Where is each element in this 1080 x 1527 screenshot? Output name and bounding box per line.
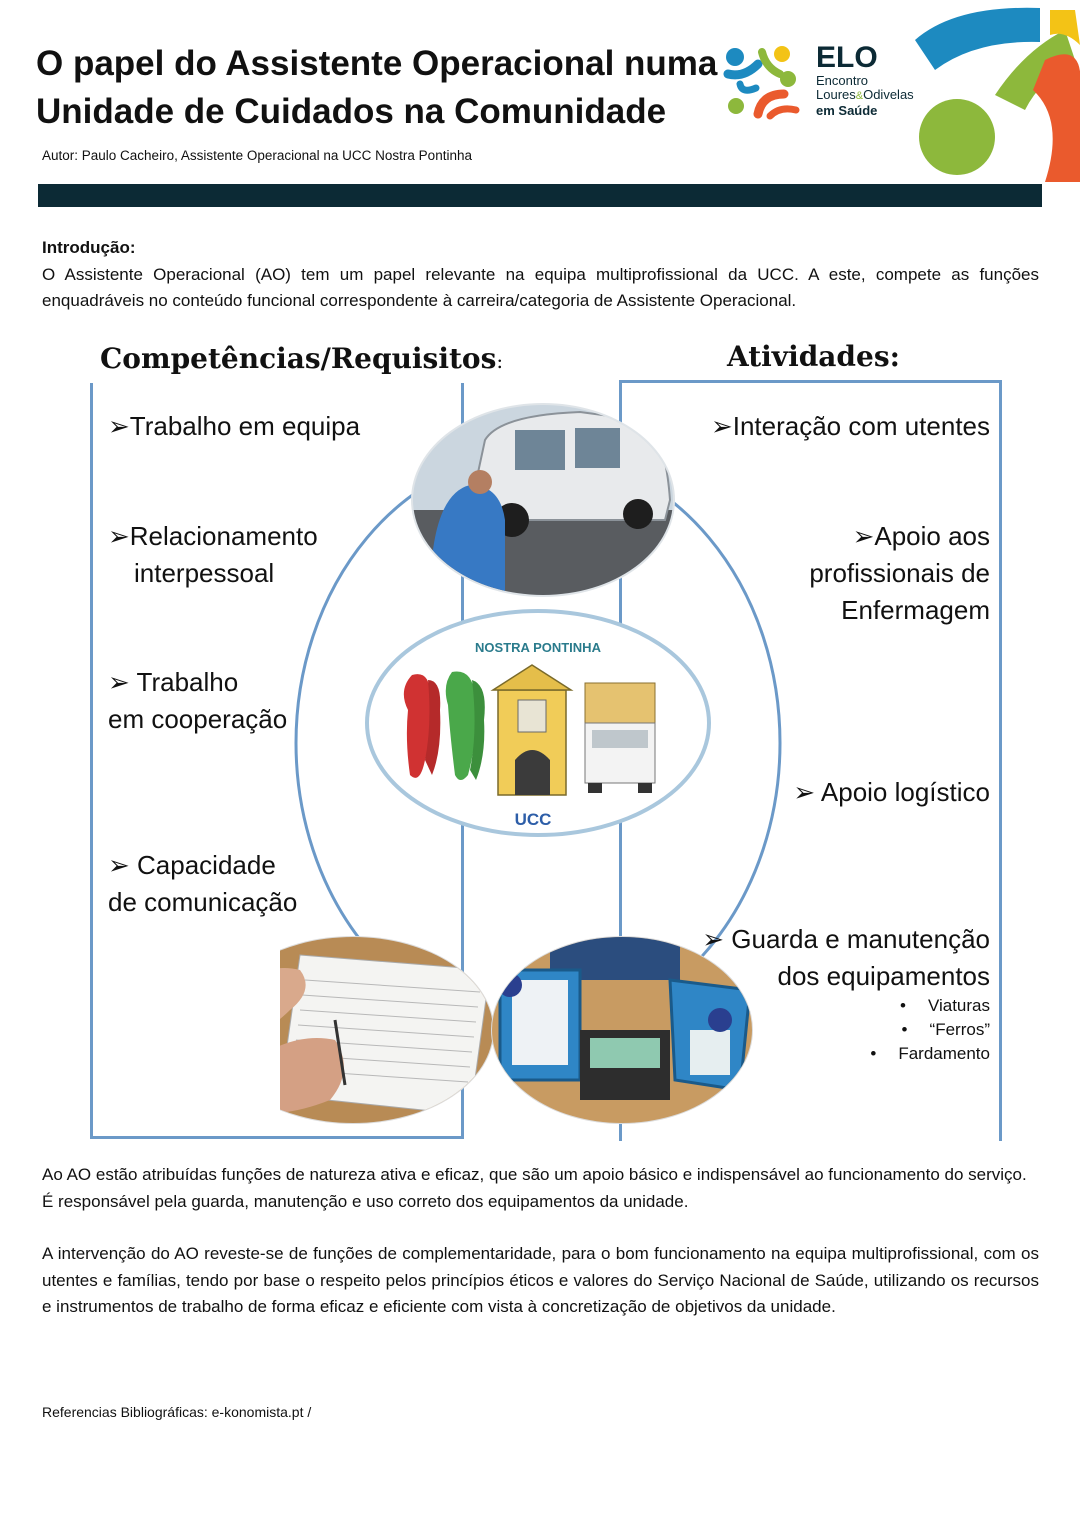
atividade-item-3-line-1: ➢ Apoio logístico	[793, 777, 990, 807]
bullet-icon: •	[899, 996, 906, 1015]
title-line-1: O papel do Assistente Operacional numa	[36, 44, 718, 83]
bullet-icon: •	[901, 1020, 908, 1039]
competencias-title-colon: :	[496, 349, 504, 373]
central-diagram	[280, 380, 800, 1150]
ucc-logo-top-text: NOSTRA PONTINHA	[475, 640, 601, 655]
atividade-item-1	[711, 408, 990, 445]
body-paragraph-3: A intervenção do AO reveste-se de funções de complementaridade, para o bom funcionamento na equipa multiprofissional, com os utentes e famílias, tendo por base o respeito pelos princípios éticos e valores do Serviço Nacional de Saúde, utilizando os recursos e instrumentos de trabalho de forma eficaz e eficiente com vista à concretização de objetivos da unidade.	[42, 1244, 1039, 1316]
sublist-item-3-text: Fardamento	[898, 1044, 990, 1063]
competencia-item-1-line-1: ➢Trabalho em equipa	[108, 411, 361, 441]
competencias-title-text: Competências/Requisitos	[100, 342, 497, 375]
body-section	[42, 1162, 1039, 1321]
competencia-item-1	[108, 408, 360, 445]
header-divider-bar	[38, 184, 1042, 207]
competencia-item-3-line-2: em cooperação	[108, 704, 288, 734]
corner-decoration	[915, 0, 1080, 182]
competencia-item-4-line-1: ➢ Capacidade	[108, 850, 276, 880]
intro-section	[42, 235, 1039, 315]
bullet-icon: •	[870, 1044, 877, 1063]
elo-logo-mark	[722, 44, 804, 122]
elo-logo-line2	[816, 88, 914, 103]
sublist-item-1	[870, 994, 990, 1018]
competencia-item-4	[108, 847, 297, 921]
atividade-item-2-line-2: profissionais de	[809, 558, 990, 588]
elo-logo-name: ELO	[816, 41, 878, 74]
atividade-item-1-line-1: ➢Interação com utentes	[710, 411, 990, 441]
sublist-item-1-text: Viaturas	[927, 996, 990, 1015]
atividade-item-3	[793, 774, 990, 811]
competencia-item-4-line-2: de comunicação	[108, 887, 298, 917]
ucc-logo	[367, 611, 709, 835]
page-title	[36, 40, 736, 136]
author-line: Autor: Paulo Cacheiro, Assistente Operacional na UCC Nostra Pontinha	[42, 148, 472, 163]
references: Referencias Bibliográficas: e-konomista.pt /	[42, 1404, 312, 1420]
equipment-sublist	[870, 994, 990, 1066]
photo-van	[410, 400, 680, 600]
atividade-item-2-line-3: Enfermagem	[841, 595, 990, 625]
elo-logo-line1: Encontro	[816, 73, 869, 88]
elo-logo-line3: em Saúde	[816, 103, 878, 118]
sublist-item-2	[870, 1018, 990, 1042]
intro-heading: Introdução:	[42, 238, 136, 257]
atividades-title: Atividades:	[727, 340, 900, 373]
intro-text: O Assistente Operacional (AO) tem um papel relevante na equipa multiprofissional da UCC. A este, compete as funções enquadráveis no conteúdo funcional correspondente à carreira/categoria de Assistente Operacional.	[42, 264, 1039, 310]
competencia-item-2	[108, 518, 318, 592]
title-line-2: Unidade de Cuidados na Comunidade	[36, 92, 667, 131]
elo-logo-odivelas: Odivelas	[863, 87, 914, 102]
body-paragraph-2: É responsável pela guarda, manutenção e uso correto dos equipamentos da unidade.	[42, 1191, 689, 1211]
elo-logo-text	[816, 42, 914, 118]
competencia-item-2-line-1: ➢Relacionamento	[108, 521, 318, 551]
elo-logo-amp: &	[855, 90, 864, 102]
competencia-item-3	[108, 664, 287, 738]
atividade-item-2	[809, 518, 990, 629]
sublist-item-2-text: “Ferros”	[929, 1020, 990, 1039]
body-paragraph-1: Ao AO estão atribuídas funções de natureza ativa e eficaz, que são um apoio básico e indispensável ao funcionamento do serviço.	[42, 1165, 1027, 1184]
competencia-item-2-line-2: interpessoal	[134, 558, 275, 588]
sublist-item-3	[870, 1042, 990, 1066]
atividade-item-2-line-1: ➢Apoio aos	[852, 521, 990, 551]
atividade-item-4-line-1: ➢ Guarda e manutenção	[702, 924, 990, 954]
elo-logo-loures: Loures	[816, 87, 856, 102]
ucc-logo-bottom-text: UCC	[514, 810, 552, 829]
competencia-item-3-line-1: ➢ Trabalho	[108, 667, 239, 697]
photo-clipboard	[280, 935, 500, 1135]
atividade-item-4-line-2: dos equipamentos	[777, 961, 990, 991]
competencias-title	[100, 342, 503, 375]
atividade-item-4	[702, 921, 990, 995]
